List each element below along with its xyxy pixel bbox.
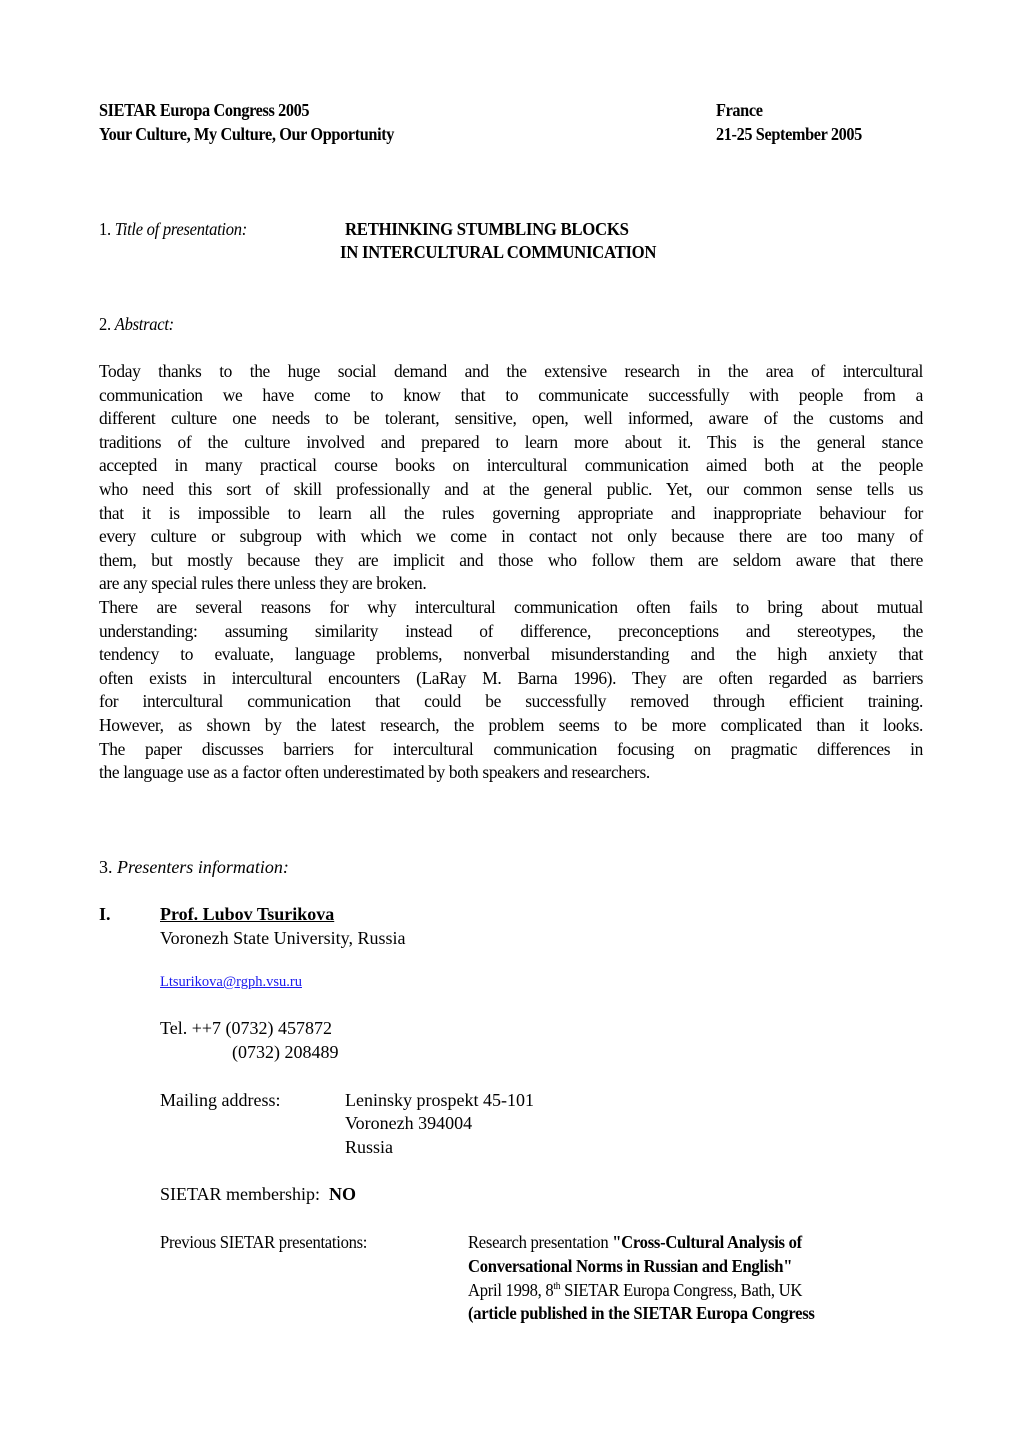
abstract-line: every culture or subgroup with which we come in contact not only because there are too many of — [99, 526, 923, 547]
section-presenters-information — [99, 856, 289, 880]
presenter-tel-1 — [160, 1017, 332, 1041]
abstract-paragraph-1 — [99, 360, 923, 596]
previous-date-pre: April 1998, 8 — [468, 1280, 554, 1300]
abstract-line: traditions of the culture involved and prepared to learn more about it. This is the general stance — [99, 431, 923, 452]
tel-value-1: ++7 (0732) 457872 — [191, 1018, 333, 1038]
abstract-paragraph-2 — [99, 596, 923, 785]
presentation-title-line-1: RETHINKING STUMBLING BLOCKS — [345, 219, 629, 239]
abstract-line: The paper discusses barriers for intercultural communication focusing on pragmatic differences in — [99, 738, 923, 759]
section-abstract — [99, 313, 174, 336]
membership-value: NO — [329, 1184, 357, 1204]
previous-presentation-line-1 — [468, 1231, 802, 1255]
previous-date-sup: th — [553, 1281, 561, 1293]
section-title-of-presentation — [99, 218, 247, 241]
section-number: 3. — [99, 857, 117, 877]
previous-presentations-label: Previous SIETAR presentations: — [160, 1232, 368, 1252]
previous-presentation-date — [468, 1279, 802, 1303]
tel-label: Tel. — [160, 1018, 192, 1038]
presenter-name: Prof. Lubov Tsurikova — [160, 904, 335, 924]
abstract-line: accepted in many practical course books on intercultural communication aimed both at the people — [99, 455, 923, 476]
mailing-address-line-3: Russia — [345, 1137, 394, 1157]
mailing-address-label: Mailing address: — [160, 1090, 281, 1110]
presenter-affiliation: Voronezh State University, Russia — [160, 928, 406, 948]
abstract-line: different culture one needs to be tolerant, sensitive, open, well informed, aware of the customs and — [99, 408, 923, 429]
abstract-line: tendency to evaluate, language problems, nonverbal misunderstanding and the high anxiety that — [99, 644, 923, 665]
previous-date-post: SIETAR Europa Congress, Bath, UK — [560, 1280, 803, 1300]
section-label: Abstract: — [114, 314, 174, 334]
congress-country: France — [716, 100, 763, 120]
mailing-address-line-1: Leninsky prospekt 45-101 — [345, 1090, 534, 1110]
abstract-line: are any special rules there unless they are broken. — [99, 573, 427, 594]
congress-theme: Your Culture, My Culture, Our Opportunity — [99, 124, 395, 144]
abstract-line: often exists in intercultural encounters (LaRay M. Barna 1996). They are often regarded as barriers — [99, 667, 923, 688]
congress-dates: 21-25 September 2005 — [716, 124, 862, 144]
abstract-line: understanding: assuming similarity instead of difference, preconceptions and stereotypes, the — [99, 620, 923, 641]
section-label: Presenters information: — [117, 857, 289, 877]
abstract-line: However, as shown by the latest research, the problem seems to be more complicated than it looks. — [99, 714, 923, 735]
abstract-line: There are several reasons for why intercultural communication often fails to bring about mutual — [99, 597, 923, 617]
abstract-line: that it is impossible to learn all the rules governing appropriate and inappropriate behaviour for — [99, 502, 923, 523]
mailing-address-line-2: Voronezh 394004 — [345, 1113, 473, 1133]
section-number: 1. — [99, 219, 115, 239]
abstract-line: for intercultural communication that could be successfully removed through efficient training. — [99, 691, 923, 712]
section-number: 2. — [99, 314, 115, 334]
congress-name: SIETAR Europa Congress 2005 — [99, 100, 310, 120]
previous-title-part-1: "Cross-Cultural Analysis of — [612, 1232, 802, 1252]
abstract-line: Today thanks to the huge social demand and the extensive research in the area of intercultural — [99, 361, 923, 381]
abstract-line: who need this sort of skill professionally and at the general public. Yet, our common sense tells us — [99, 478, 923, 499]
presenter-tel-2: (0732) 208489 — [232, 1042, 339, 1062]
section-label: Title of presentation: — [114, 219, 247, 239]
presentation-title-line-2: IN INTERCULTURAL COMMUNICATION — [340, 242, 657, 262]
abstract-line: the language use as a factor often underestimated by both speakers and researchers. — [99, 762, 650, 783]
previous-title-part-2: Conversational Norms in Russian and English" — [468, 1256, 793, 1276]
membership-row — [160, 1183, 356, 1207]
presenter-email-link[interactable]: Ltsurikova@rgph.vsu.ru — [160, 974, 302, 990]
abstract-line: them, but mostly because they are implicit and those who follow them are seldom aware that there — [99, 549, 923, 570]
previous-presentation-note: (article published in the SIETAR Europa Congress — [468, 1303, 815, 1323]
previous-prefix: Research presentation — [468, 1232, 613, 1252]
presenter-index: I. — [99, 904, 111, 924]
membership-label: SIETAR membership: — [160, 1184, 321, 1204]
abstract-line: communication we have come to know that to communicate successfully with people from a — [99, 384, 923, 405]
